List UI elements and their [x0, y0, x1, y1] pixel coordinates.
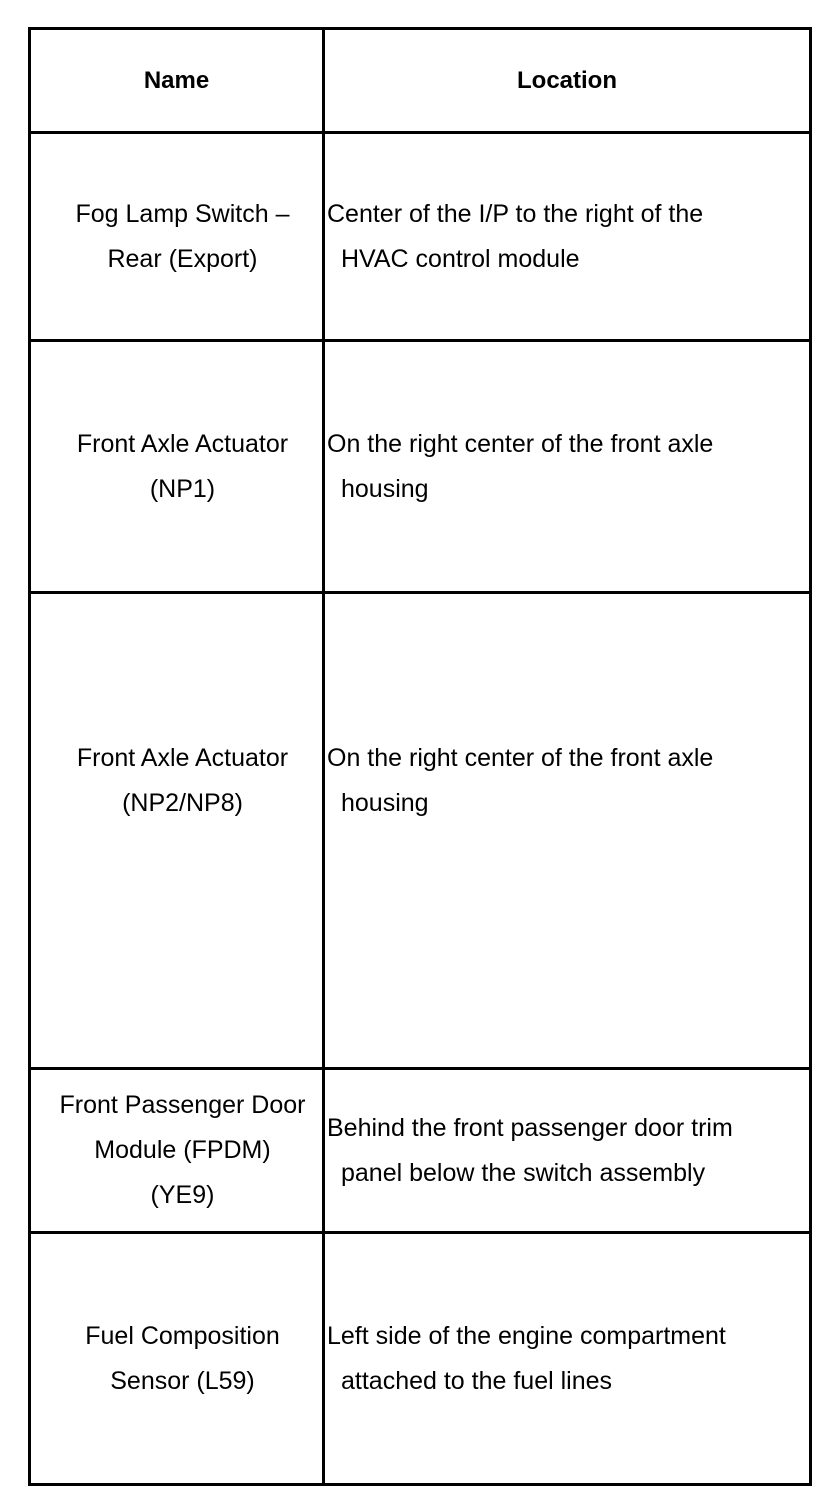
header-name: Name — [30, 29, 324, 133]
name-text: Fog Lamp Switch – — [75, 199, 290, 228]
location-text: On the right center of the front axle — [327, 429, 714, 458]
location-text: Center of the I/P to the right of the — [327, 199, 704, 228]
location-text: attached to the fuel lines — [341, 1366, 613, 1395]
name-cell — [30, 1233, 324, 1485]
table-row — [30, 1233, 811, 1485]
name-cell — [30, 133, 324, 341]
table-row — [30, 1069, 811, 1233]
location-text: panel below the switch assembly — [341, 1158, 706, 1187]
name-text: Fuel Composition — [85, 1321, 280, 1350]
location-text: housing — [341, 474, 429, 503]
header-location: Location — [324, 29, 811, 133]
location-text: Behind the front passenger door trim — [327, 1113, 733, 1142]
name-cell — [30, 341, 324, 593]
header-row — [30, 29, 811, 133]
location-cell — [324, 593, 811, 1069]
name-text: (NP2/NP8) — [122, 788, 243, 817]
name-text: (NP1) — [149, 474, 216, 503]
location-cell — [324, 341, 811, 593]
name-cell — [30, 593, 324, 1069]
table-row — [30, 133, 811, 341]
name-cell — [30, 1069, 324, 1233]
name-text: Front Axle Actuator — [76, 743, 289, 772]
name-text: Module (FPDM) — [94, 1136, 271, 1164]
location-cell — [324, 1233, 811, 1485]
table-row — [30, 341, 811, 593]
location-text: housing — [341, 788, 429, 817]
name-text: Sensor (L59) — [110, 1366, 255, 1395]
name-text: Front Passenger Door — [59, 1091, 306, 1119]
location-cell — [324, 1069, 811, 1233]
name-text: (YE9) — [150, 1181, 215, 1209]
location-text: On the right center of the front axle — [327, 743, 714, 772]
table-row — [30, 593, 811, 1069]
location-text: HVAC control module — [341, 244, 580, 273]
name-text: Front Axle Actuator — [76, 429, 289, 458]
component-location-table — [28, 27, 812, 1486]
location-text: Left side of the engine compartment — [327, 1321, 726, 1350]
location-cell — [324, 133, 811, 341]
name-text: Rear (Export) — [107, 244, 258, 273]
